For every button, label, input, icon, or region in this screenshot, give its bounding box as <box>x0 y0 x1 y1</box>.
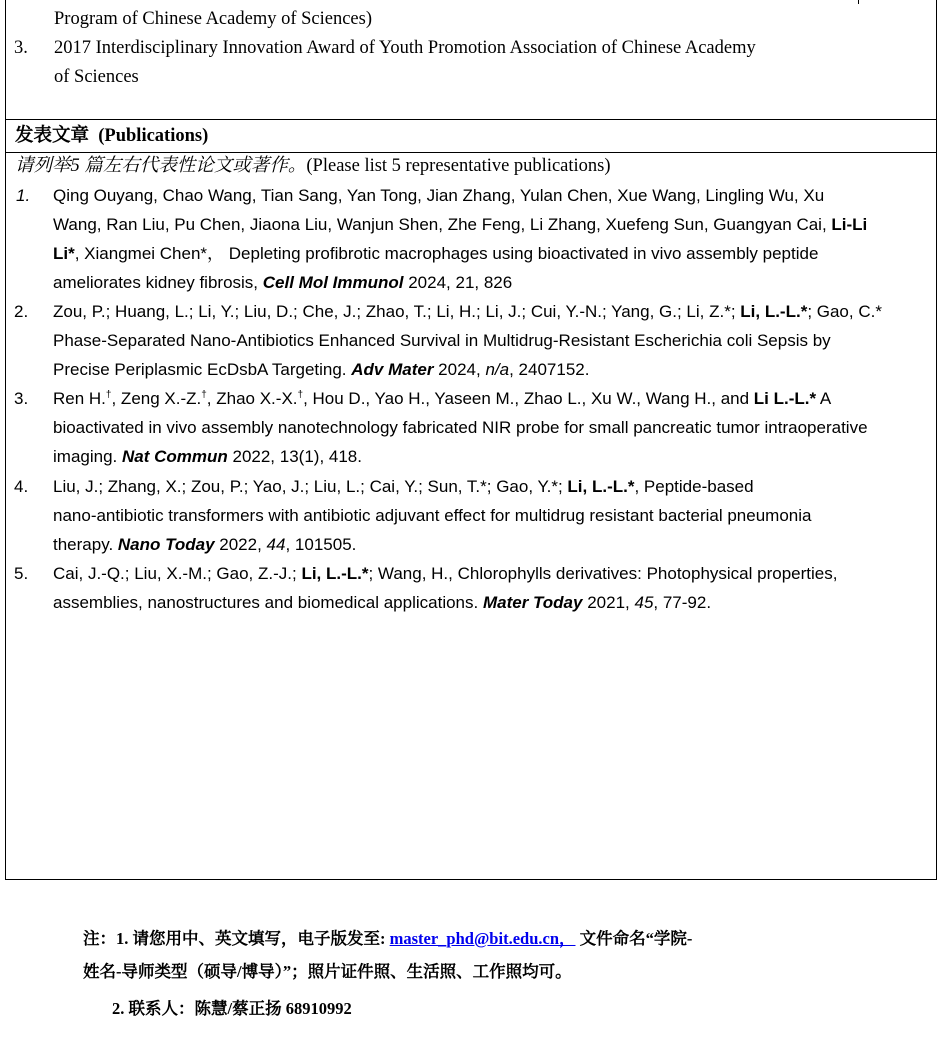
award-number: 3. <box>14 38 28 58</box>
award-continuation: Program of Chinese Academy of Sciences) <box>54 9 373 29</box>
pub-1-number: 1. <box>16 186 31 205</box>
pub-4-title-start: , Peptide-based <box>634 477 754 496</box>
pub-5-line1 <box>53 563 837 585</box>
pub-4-year: 2022, <box>214 535 267 554</box>
pub-1-corresponding-cont: Li* <box>53 244 75 263</box>
pub-3-authors: , Hou D., Yao H., Yaseen M., Zhao L., Xu W., Wang H., and <box>303 389 754 408</box>
pub-5-pages: , 77-92. <box>653 593 712 612</box>
pub-5-title-start: ; Wang, H., Chlorophylls derivatives: Photophysical properties, <box>368 564 838 583</box>
pub-3-number: 3. <box>14 389 29 408</box>
pub-4-title-end: therapy. <box>53 535 118 554</box>
note-contact: 2. 联系人：陈慧/蔡正扬 68910992 <box>112 999 352 1018</box>
pub-4-line1 <box>53 476 754 498</box>
pub-3-line2: bioactivated in vivo assembly nanotechnology fabricated NIR probe for small pancreatic tumor intraoperative <box>53 418 868 437</box>
publications-header-cn: 发表文章 <box>15 126 90 146</box>
pub-3-journal: Nat Commun <box>121 447 228 466</box>
pub-5-journal: Mater Today <box>482 593 583 612</box>
pub-3-author-2: , Zeng X.-Z. <box>111 389 202 408</box>
publications-header-en: (Publications) <box>98 126 209 146</box>
pub-1-line1: Qing Ouyang, Chao Wang, Tian Sang, Yan Tong, Jian Zhang, Yulan Chen, Xue Wang, Lingling Wu, Xu <box>53 186 825 205</box>
note-naming: 文件命名“学院- <box>575 929 693 948</box>
pub-3-title-end: imaging. <box>53 447 122 466</box>
pub-2-line1 <box>53 301 882 323</box>
award-item-line1 <box>54 37 926 59</box>
pub-2-line3 <box>53 359 589 381</box>
pub-4-line3 <box>53 534 356 556</box>
publications-header <box>15 125 208 147</box>
pub-4-journal: Nano Today <box>117 535 215 554</box>
pub-1-authors: Wang, Ran Liu, Pu Chen, Jiaona Liu, Wanjun Shen, Zhe Feng, Li Zhang, Xuefeng Sun, Guangyan Cai, <box>53 215 832 234</box>
pub-2-pages: , 2407152. <box>509 360 590 379</box>
pub-2-corresponding: Li, L.-L.* <box>740 302 808 321</box>
pub-3-author-1: Ren H. <box>53 389 106 408</box>
note-instruction: 注：1. 请您用中、英文填写，电子版发至: <box>83 929 390 948</box>
pub-4-line2: nano-antibiotic transformers with antibiotic adjuvant effect for multidrug resistant bacterial pneumonia <box>53 506 812 525</box>
pub-5-corresponding: Li, L.-L.* <box>301 564 369 583</box>
pub-1-title: , Xiangmei Chen*， Depleting profibrotic macrophages using bioactivated in vivo assembly peptide <box>74 244 819 263</box>
pub-5-volume: 45 <box>634 593 654 612</box>
award-item-text: 2017 Interdisciplinary Innovation Award of Youth Promotion Association of Chinese Academy <box>54 38 756 58</box>
pub-2-number: 2. <box>14 302 29 321</box>
pub-2-title-end: Precise Periplasmic EcDsbA Targeting. <box>53 360 352 379</box>
email-link[interactable]: master_phd@bit.edu.cn， <box>389 929 576 948</box>
pub-3-citation: 2022, 13(1), 418. <box>227 447 362 466</box>
pub-3-title-start: A <box>816 389 832 408</box>
pub-4-corresponding: Li, L.-L.* <box>567 477 635 496</box>
pub-4-volume: 44 <box>266 535 286 554</box>
publications-instruction <box>15 155 611 177</box>
pub-5-year: 2021, <box>582 593 635 612</box>
pub-3-author-3: , Zhao X.-X. <box>206 389 298 408</box>
pub-2-volume: n/a <box>485 360 510 379</box>
pub-5-number: 5. <box>14 564 29 583</box>
pub-3-line1 <box>53 388 831 410</box>
award-item-line2: of Sciences <box>54 67 139 87</box>
pub-2-year: 2024, <box>433 360 486 379</box>
pub-4-number: 4. <box>14 477 29 496</box>
instruction-en: (Please list 5 representative publications) <box>306 156 611 176</box>
column-tick <box>858 0 859 4</box>
pub-1-title-end: ameliorates kidney fibrosis, <box>53 273 263 292</box>
pub-2-authors: Zou, P.; Huang, L.; Li, Y.; Liu, D.; Che, J.; Zhao, T.; Li, H.; Li, J.; Cui, Y.-N.; Yang, G.; Li, Z.*; <box>53 302 741 321</box>
pub-4-authors: Liu, J.; Zhang, X.; Zou, P.; Yao, J.; Liu, L.; Cai, Y.; Sun, T.*; Gao, Y.*; <box>53 477 568 496</box>
pub-5-line2 <box>53 592 711 614</box>
pub-3-corresponding: Li L.-L.* <box>753 389 817 408</box>
pub-2-journal: Adv Mater <box>351 360 434 379</box>
pub-1-line2 <box>53 214 867 236</box>
pub-1-corresponding: Li-Li <box>831 215 868 234</box>
pub-3-line3 <box>53 446 362 468</box>
instruction-cn: 请列举5 篇左右代表性论文或著作。 <box>15 156 307 176</box>
pub-1-journal: Cell Mol Immunol <box>262 273 404 292</box>
pub-1-line4 <box>53 272 512 294</box>
note-line2: 姓名-导师类型（硕导/博导）”；照片证件照、生活照、工作照均可。 <box>83 962 572 981</box>
pub-1-citation: 2024, 21, 826 <box>403 273 513 292</box>
pub-3-dagger-2: † <box>201 389 207 401</box>
pub-5-authors: Cai, J.-Q.; Liu, X.-M.; Gao, Z.-J.; <box>53 564 302 583</box>
pub-1-line3 <box>53 243 818 265</box>
pub-4-pages: , 101505. <box>285 535 357 554</box>
pub-2-line2: Phase-Separated Nano-Antibiotics Enhanced Survival in Multidrug-Resistant Escherichia coli Sepsis by <box>53 331 831 350</box>
row-divider-top <box>6 119 936 120</box>
row-divider-header <box>6 152 936 153</box>
pub-3-dagger-1: † <box>105 389 112 401</box>
pub-5-title-end: assemblies, nanostructures and biomedical applications. <box>53 593 483 612</box>
pub-2-authors-end: ; Gao, C.* <box>807 302 882 321</box>
note-line1 <box>83 928 692 950</box>
pub-3-dagger-3: † <box>297 389 304 401</box>
